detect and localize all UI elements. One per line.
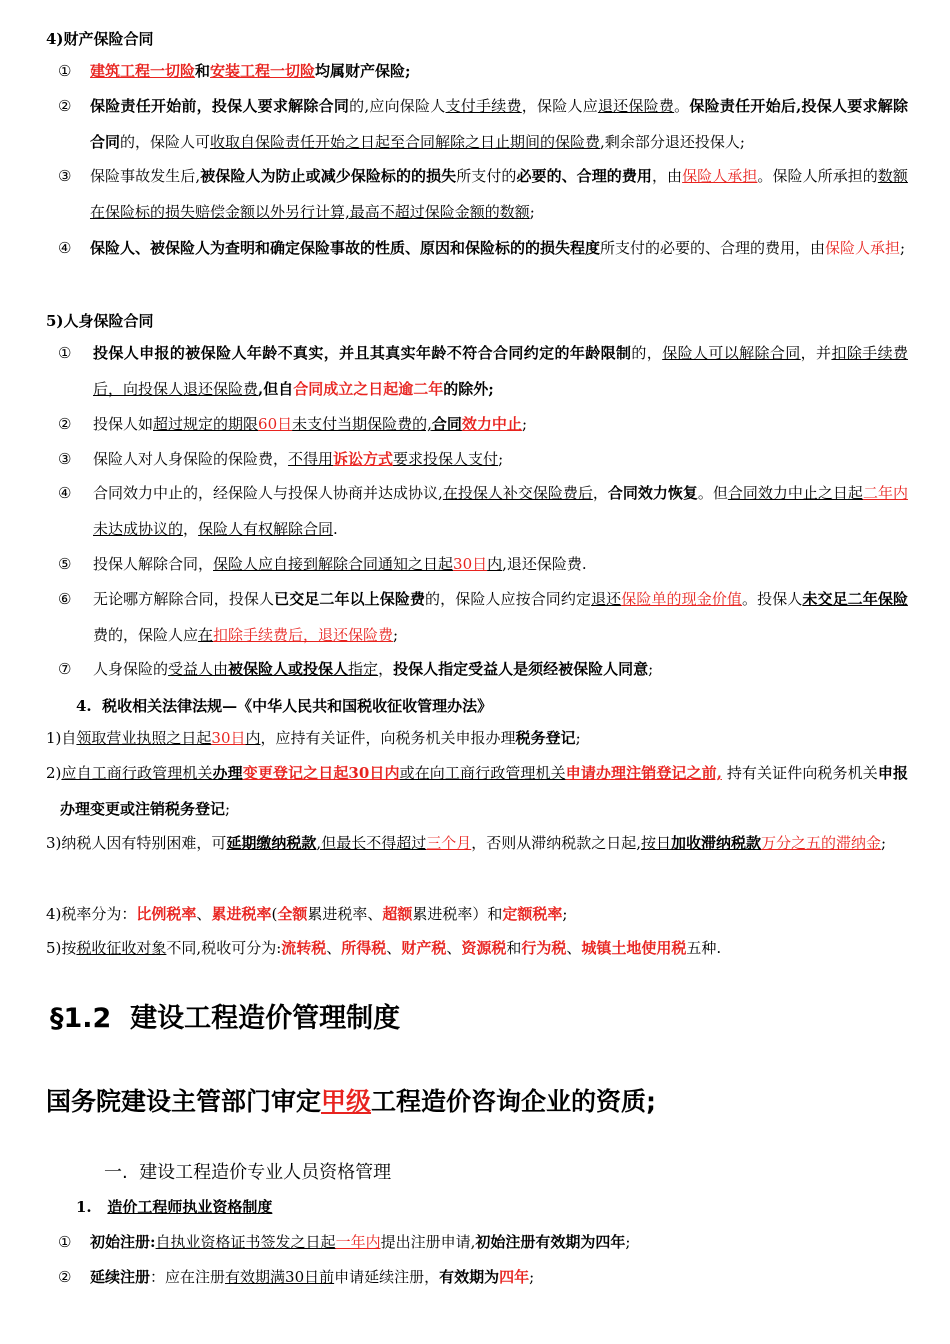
text-span: 。投保人 [742,590,803,608]
text-span: 合同 [431,415,462,433]
text-span: ( [271,905,278,923]
text-span: 无论哪方解除合同，投保人 [93,590,275,608]
text-span: 所支付的 [456,167,517,185]
text-span: 流转税 [281,939,327,957]
item-number: ③ [58,167,72,185]
text-span: 比例税率 [136,905,197,923]
item-number: ② [58,415,72,433]
text-span: 万分之五的滞纳金 [761,834,882,852]
text-span: 合同效力恢复 [607,484,698,502]
text-span: 。但 [697,484,728,502]
text-span: 诉讼方式 [333,450,394,468]
text-span: 累进税率）和 [412,905,503,923]
text-span: 5)按 [46,939,77,957]
item-number: ④ [58,484,72,502]
text-span: 。 [674,97,690,115]
text-span: . [333,520,338,538]
text-span: 扣除手续费后，向投保人退还保险费 [93,344,908,398]
text-span: 国务院建设主管部门审定 [46,1087,322,1116]
list-item [58,158,908,230]
text-span: 指定 [348,660,379,678]
text-span: 初始注册: [90,1233,156,1251]
text-span: 60日 [258,415,293,433]
text-span: 保险人可以解除合同 [662,344,801,362]
text-span: 变更登记之日起30日内 [242,764,400,782]
text-span: 超过规定的期限 [153,415,259,433]
text-span: 均属财产保险; [315,62,411,80]
text-span: 五种. [686,939,722,957]
item-number: ① [58,1233,72,1251]
text-span: 延期缴纳税款 [226,834,317,852]
text-span: ,但自 [258,380,294,398]
text-span: 合同效力中止的，经保险人与投保人协商并达成协议, [93,484,443,502]
item-number: ① [58,62,72,80]
text-span: 未交足二年保险 [802,590,908,608]
text-span: 。保险人所承担的 [757,167,878,185]
text-span: 扣除手续费后，退还保险费 [213,626,394,644]
text-span: 效力中止 [461,415,522,433]
text-span: 未支付当期保险费的, [292,415,432,433]
text-span: 要求投保人支付 [393,450,499,468]
text-span: 有效期为 [439,1268,500,1286]
text-span: 按日 [641,834,672,852]
text-span: 超额 [382,905,413,923]
text-span: 保险人承担 [682,167,758,185]
text-span: 30日 [211,729,246,747]
text-span: 税收征收对象 [76,939,167,957]
text-span: 建筑工程一切险 [90,62,196,80]
tax-rule [46,896,908,932]
text-span: ,退还保险费. [502,555,587,573]
text-span: 投保人如 [93,415,154,433]
text-span: 和 [195,62,211,80]
text-span: 二年内 [862,484,908,502]
list-item [58,475,908,547]
sub-subsection-heading [76,1196,272,1217]
text-span: 费的，保险人应 [93,626,199,644]
text-span: 所支付的必要的、合理的费用，由 [600,239,826,257]
text-span: 甲级 [321,1087,372,1116]
text-span: ， [378,660,394,678]
list-item [58,335,908,407]
item-number: ⑦ [58,660,72,678]
text-span: 内 [487,555,503,573]
text-span: 保险人承担 [825,239,901,257]
text-span: 受益人由 [168,660,229,678]
text-span: 数额在保险标的损失赔偿金额以外另行计算,最高不超过保险金额的数额 [90,167,908,221]
text-span: ，否则从滞纳税款之日起, [471,834,641,852]
text-span: 4)税率分为： [46,905,137,923]
text-span: 提出注册申请, [380,1233,476,1251]
text-span: 应自工商行政管理机关 [61,764,213,782]
text-span: 在投保人补交保险费后 [442,484,593,502]
item-number: ① [58,344,72,362]
text-span: 的，保险人应按合同约定 [425,590,592,608]
item-number: ④ [58,239,72,257]
item-number: ② [58,97,72,115]
list-item [58,406,908,442]
text-span: 所得税 [341,939,387,957]
text-span: ; [498,450,504,468]
text-span: 安装工程一切险 [210,62,316,80]
text-span: 保险责任开始后,投保人要求解除合同 [90,97,908,151]
text-span: ; [625,1233,631,1251]
text-span: 财产税 [401,939,447,957]
text-span: ; [393,626,399,644]
section-title [50,996,400,1035]
text-span: 、 [386,939,402,957]
text-span: 办理 [212,764,243,782]
text-span: 合同效力中止之日起 [727,484,863,502]
text-span: ：应在注册 [150,1268,226,1286]
section-title-text: 建设工程造价管理制度 [130,1003,401,1034]
text-span: 城镇土地使用税 [581,939,687,957]
text-span: 保险单的现金价值 [621,590,743,608]
text-span: 保险责任开始前，投保人要求解除合同 [90,97,350,115]
text-span: 一年内 [335,1233,381,1251]
text-span: 必要的、合理的费用 [516,167,652,185]
text-span: 退还 [591,590,622,608]
item-number: ⑤ [58,555,72,573]
text-span: ; [575,729,581,747]
tax-rule [46,720,908,756]
text-span: 保险人、被保险人为查明和确定保险事故的性质、原因和保险标的的损失程度 [90,239,601,257]
tax-law-heading [76,695,492,716]
text-span: 初始注册有效期为四年 [475,1233,626,1251]
list-item [58,230,908,266]
text-span: 的,应向保险人 [349,97,446,115]
text-span: ; [648,660,654,678]
text-span: 资源税 [461,939,507,957]
text-span: 人身保险的 [93,660,169,678]
text-span: 的除外; [443,380,494,398]
text-span: 申报办理变更或注销税务登记 [60,764,908,818]
subsection-number: 一. [104,1162,128,1183]
list-item [58,441,908,477]
text-span: 3)纳税人因有特别困难，可 [46,834,227,852]
heading-text: 造价工程师执业资格制度 [107,1198,273,1216]
text-span: 被保险人为防止或减少保险标的的损失 [200,167,457,185]
text-span: ; [900,239,906,257]
text-span: 累进税率、 [307,905,383,923]
text-span: 支付手续费 [445,97,522,115]
text-span: 不同,税收可分为: [166,939,282,957]
text-span: 1)自 [46,729,77,747]
list-item [58,651,908,687]
text-span: 税务登记 [515,729,576,747]
text-span: ，并 [800,344,832,362]
heading-text: 税收相关法律法规—《中华人民共和国税收征收管理办法》 [102,697,493,715]
text-span: 定额税率 [502,905,563,923]
text-span: 持有关证件向税务机关 [721,764,878,782]
text-span: ; [521,415,527,433]
text-span: ,但最长不得超过 [316,834,427,852]
item-number: ② [58,1268,72,1286]
text-span: 的， [631,344,663,362]
text-span: ,剩余部分退还投保人; [600,133,745,151]
heading-number: 4. [76,697,92,715]
text-span: 自执业资格证书签发之日起 [155,1233,336,1251]
section-heading-life-insurance: 5)人身保险合同 [46,312,154,330]
qualification-statement [46,1082,656,1118]
text-span: 未达成协议的 [93,520,184,538]
text-span: ，应持有关证件，向税务机关申报办理 [260,729,516,747]
tax-rule [46,930,908,966]
list-item [58,53,908,89]
text-span: ; [225,800,231,818]
text-span: 三个月 [426,834,472,852]
text-span: ; [529,203,535,221]
text-span: ，保险人应 [521,97,598,115]
text-span: 、 [196,905,212,923]
text-span: 全额 [277,905,308,923]
list-item [58,546,908,582]
text-span: 在 [198,626,214,644]
text-span: 或在向工商行政管理机关 [399,764,566,782]
text-span: 2) [46,764,62,782]
text-span: 投保人申报的被保险人年龄不真实，并且其真实年龄不符合合同约定的年龄限制 [93,344,632,362]
list-item [58,581,908,653]
text-span: ; [529,1268,535,1286]
text-span: 不得用 [288,450,334,468]
section-heading-property-insurance: 4)财产保险合同 [46,30,154,48]
text-span: 已交足二年以上保险费 [274,590,426,608]
text-span: 保险人有权解除合同 [198,520,334,538]
text-span: 四年 [499,1268,530,1286]
text-span: 保险事故发生后, [90,167,201,185]
text-span: 行为税 [521,939,567,957]
text-span: 保险人应自接到解除合同通知之日起 [213,555,454,573]
item-number: ⑥ [58,590,72,608]
text-span: 、 [566,939,582,957]
text-span: 投保人解除合同， [93,555,214,573]
section-symbol: § [50,1003,64,1034]
subsection-heading [104,1158,391,1184]
section-number: 1.2 [63,1003,112,1034]
text-span: ; [881,834,887,852]
text-span: ，由 [651,167,683,185]
text-span: 保险人对人身保险的保险费， [93,450,289,468]
text-span: 申请延续注册， [334,1268,440,1286]
tax-rule [46,825,908,861]
text-span: 、 [446,939,462,957]
text-span: ， [183,520,199,538]
text-span: 延续注册 [90,1268,151,1286]
tax-rule [46,755,908,827]
text-span: ， [592,484,608,502]
text-span: 申请办理注销登记之前, [565,764,722,782]
text-span: 投保人指定受益人是须经被保险人同意 [393,660,649,678]
text-span: 累进税率 [211,905,272,923]
text-span: 30日 [453,555,488,573]
heading-number: 1. [76,1198,92,1216]
text-span: 被保险人或投保人 [228,660,349,678]
text-span: 内 [245,729,261,747]
text-span: 合同成立之日起逾二年 [293,380,444,398]
list-item [58,88,908,160]
text-span: 加收滞纳税款 [671,834,762,852]
subsection-text: 建设工程造价专业人员资格管理 [139,1162,392,1183]
text-span: 工程造价咨询企业的资质; [371,1087,657,1116]
item-number: ③ [58,450,72,468]
text-span: 的，保险人可 [120,133,211,151]
text-span: ; [562,905,568,923]
text-span: 退还保险费 [597,97,675,115]
text-span: 领取营业执照之日起 [76,729,212,747]
text-span: 有效期满30日前 [225,1268,335,1286]
list-item [58,1259,908,1295]
text-span: 收取自保险责任开始之日起至合同解除之日止期间的保险费 [210,133,601,151]
text-span: 、 [326,939,342,957]
text-span: 和 [506,939,522,957]
list-item [58,1224,908,1260]
